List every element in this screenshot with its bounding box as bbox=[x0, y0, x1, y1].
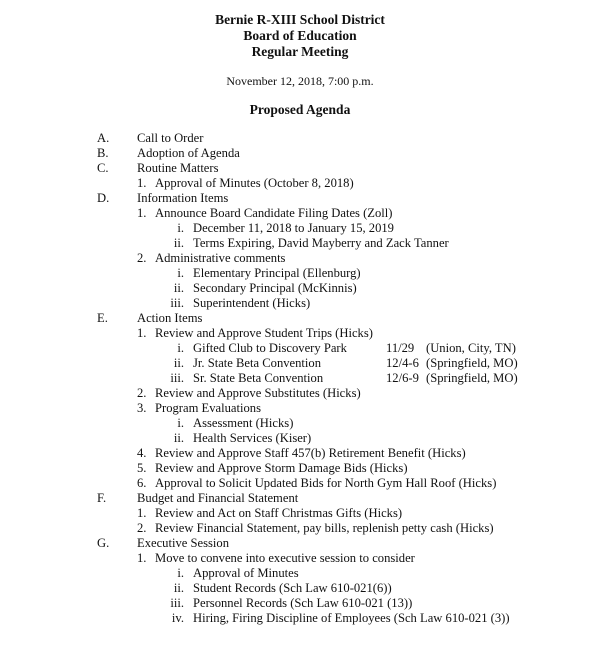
item-number: 1. bbox=[137, 551, 147, 565]
trip-location: (Springfield, MO) bbox=[426, 371, 518, 385]
sub-item-text: Personnel Records (Sch Law 610-021 (13)) bbox=[193, 596, 413, 610]
sub-item-marker: iii. bbox=[170, 596, 184, 610]
section-title: Budget and Financial Statement bbox=[137, 491, 299, 505]
item-text: Review and Approve Staff 457(b) Retirement Benefit (Hicks) bbox=[155, 446, 466, 460]
section-title: Information Items bbox=[137, 191, 229, 205]
section-marker: A. bbox=[97, 131, 110, 145]
agenda-title: Proposed Agenda bbox=[249, 102, 351, 117]
sub-item-marker: i. bbox=[177, 416, 184, 430]
item-text: Move to convene into executive session to consider bbox=[155, 551, 415, 565]
sub-item-text: Student Records (Sch Law 610-021(6)) bbox=[193, 581, 392, 595]
sub-item-text: Terms Expiring, David Mayberry and Zack Tanner bbox=[193, 236, 449, 250]
section-marker: D. bbox=[97, 191, 110, 205]
board-name: Board of Education bbox=[243, 28, 357, 43]
section-title: Adoption of Agenda bbox=[137, 146, 240, 160]
item-number: 2. bbox=[137, 251, 147, 265]
item-number: 6. bbox=[137, 476, 147, 490]
section-title: Call to Order bbox=[137, 131, 204, 145]
item-text: Announce Board Candidate Filing Dates (Zoll) bbox=[155, 206, 393, 220]
item-text: Review and Approve Substitutes (Hicks) bbox=[155, 386, 361, 400]
trip-name: Sr. State Beta Convention bbox=[193, 371, 324, 385]
trip-location: (Union, City, TN) bbox=[426, 341, 516, 355]
trip-date: 12/4-6 bbox=[386, 356, 419, 370]
district-name: Bernie R-XIII School District bbox=[215, 12, 385, 27]
sub-item-text: Superintendent (Hicks) bbox=[193, 296, 311, 310]
item-number: 4. bbox=[137, 446, 147, 460]
sub-item-marker: iii. bbox=[170, 296, 184, 310]
sub-item-text: Hiring, Firing Discipline of Employees (Sch Law 610-021 (3)) bbox=[193, 611, 510, 625]
section-marker: B. bbox=[97, 146, 109, 160]
item-number: 2. bbox=[137, 521, 147, 535]
sub-item-marker: i. bbox=[177, 341, 184, 355]
item-number: 1. bbox=[137, 176, 147, 190]
section-marker: G. bbox=[97, 536, 110, 550]
sub-item-marker: ii. bbox=[173, 281, 184, 295]
section-title: Executive Session bbox=[137, 536, 229, 550]
item-text: Approval of Minutes (October 8, 2018) bbox=[155, 176, 354, 190]
section-marker: F. bbox=[97, 491, 107, 505]
item-number: 5. bbox=[137, 461, 147, 475]
item-number: 1. bbox=[137, 206, 147, 220]
item-text: Review and Approve Student Trips (Hicks) bbox=[155, 326, 373, 340]
item-text: Review and Approve Storm Damage Bids (Hicks) bbox=[155, 461, 408, 475]
trip-name: Gifted Club to Discovery Park bbox=[193, 341, 347, 355]
item-text: Approval to Solicit Updated Bids for North Gym Hall Roof (Hicks) bbox=[155, 476, 497, 490]
item-number: 1. bbox=[137, 326, 147, 340]
sub-item-text: Secondary Principal (McKinnis) bbox=[193, 281, 357, 295]
sub-item-marker: i. bbox=[177, 566, 184, 580]
trip-date: 12/6-9 bbox=[386, 371, 419, 385]
section-title: Routine Matters bbox=[137, 161, 219, 175]
meeting-type: Regular Meeting bbox=[251, 44, 349, 59]
section-marker: C. bbox=[97, 161, 109, 175]
sub-item-marker: ii. bbox=[173, 356, 184, 370]
sub-item-text: Assessment (Hicks) bbox=[193, 416, 294, 430]
sub-item-marker: ii. bbox=[173, 581, 184, 595]
trip-name: Jr. State Beta Convention bbox=[193, 356, 322, 370]
item-number: 1. bbox=[137, 506, 147, 520]
section-marker: E. bbox=[97, 311, 108, 325]
sub-item-marker: iv. bbox=[171, 611, 184, 625]
sub-item-text: Approval of Minutes bbox=[193, 566, 299, 580]
trip-date: 11/29 bbox=[386, 341, 415, 355]
section-title: Action Items bbox=[137, 311, 203, 325]
sub-item-marker: ii. bbox=[173, 236, 184, 250]
sub-item-marker: i. bbox=[177, 266, 184, 280]
sub-item-marker: i. bbox=[177, 221, 184, 235]
sub-item-text: Elementary Principal (Ellenburg) bbox=[193, 266, 361, 280]
item-text: Administrative comments bbox=[155, 251, 286, 265]
item-number: 3. bbox=[137, 401, 147, 415]
sub-item-text: Health Services (Kiser) bbox=[193, 431, 312, 445]
item-text: Program Evaluations bbox=[155, 401, 261, 415]
item-text: Review Financial Statement, pay bills, replenish petty cash (Hicks) bbox=[155, 521, 494, 535]
sub-item-text: December 11, 2018 to January 15, 2019 bbox=[193, 221, 394, 235]
sub-item-marker: ii. bbox=[173, 431, 184, 445]
meeting-date: November 12, 2018, 7:00 p.m. bbox=[226, 74, 374, 88]
item-number: 2. bbox=[137, 386, 147, 400]
item-text: Review and Act on Staff Christmas Gifts (Hicks) bbox=[155, 506, 403, 520]
trip-location: (Springfield, MO) bbox=[426, 356, 518, 370]
sub-item-marker: iii. bbox=[170, 371, 184, 385]
